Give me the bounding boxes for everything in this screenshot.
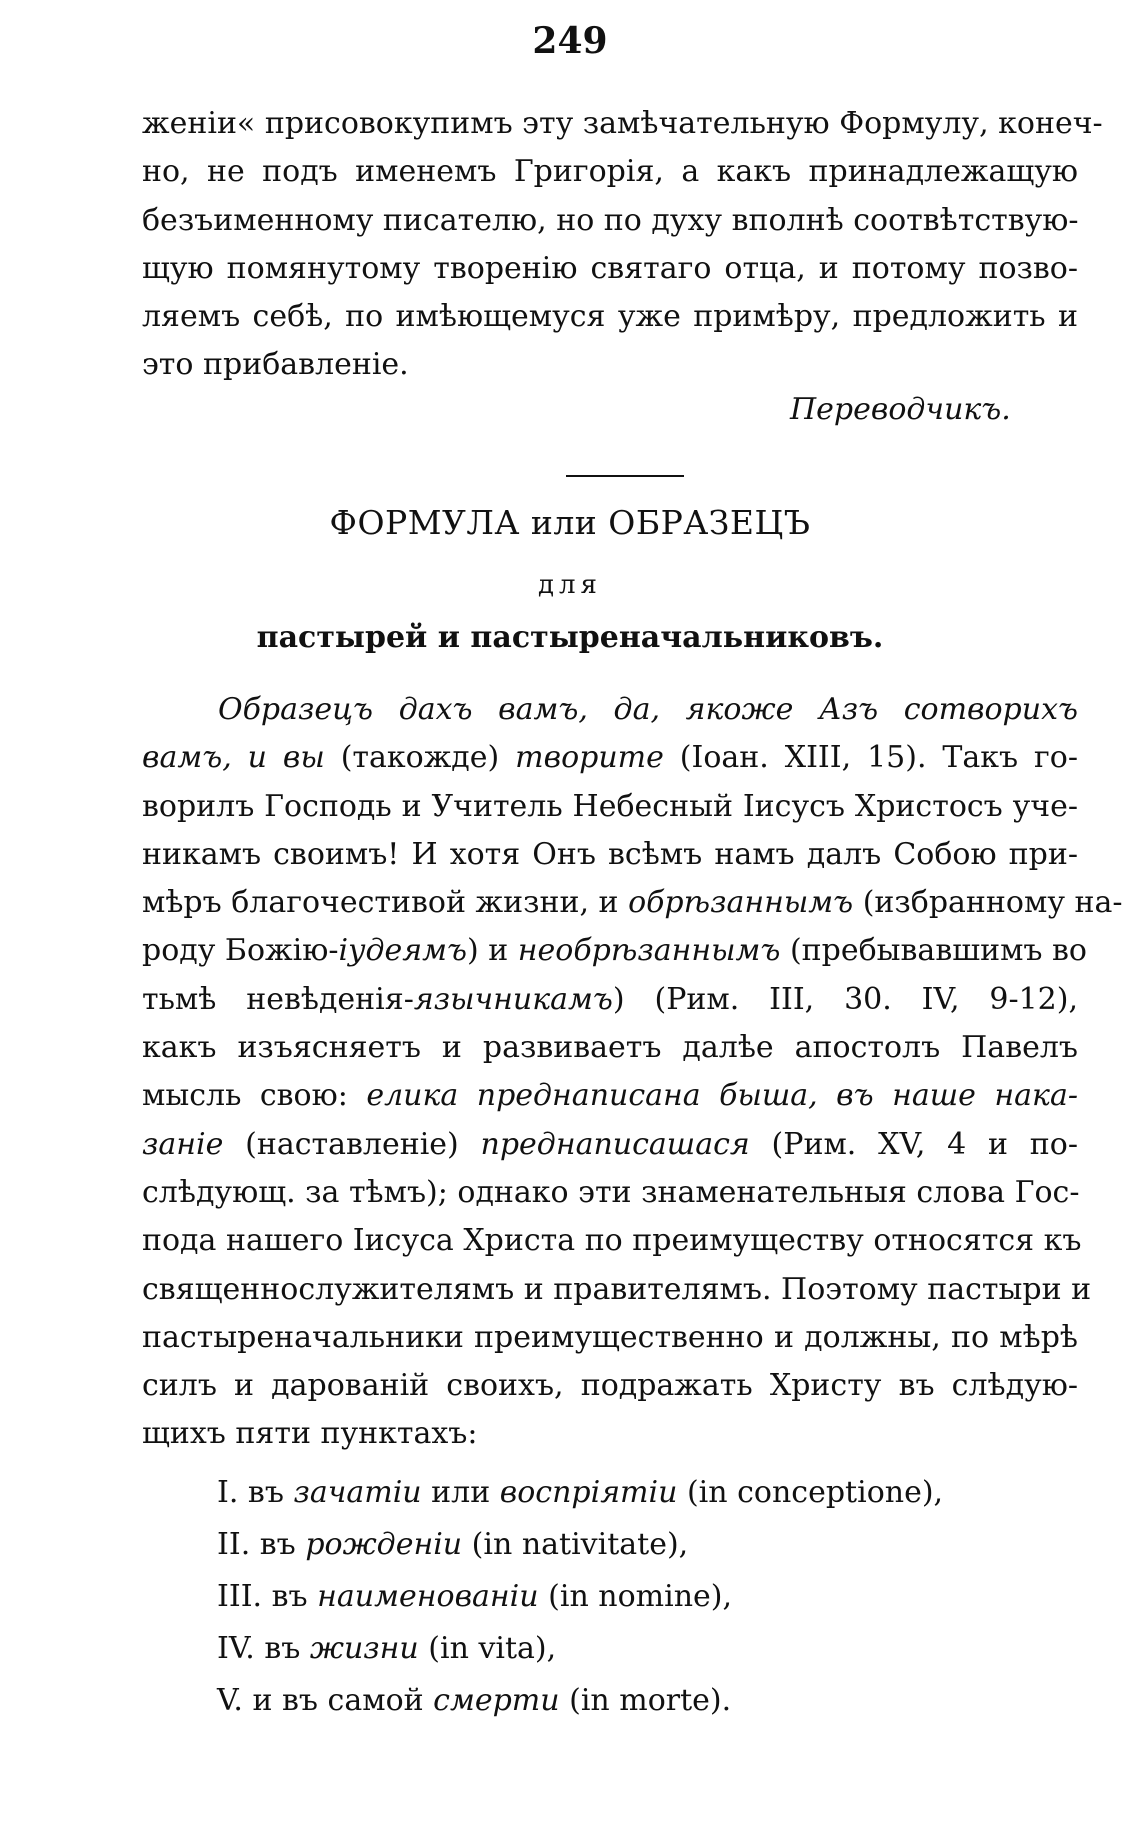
text-line: ворилъ Господь и Учитель Небесный Іисусъ Христосъ уче- (142, 788, 1078, 824)
text-line: это прибавленіе. (142, 347, 409, 383)
text-line: слѣдующ. за тѣмъ); однако эти знаменательныя слова Гос- (142, 1174, 1080, 1210)
italic-quote: вамъ, и вы (142, 740, 325, 776)
text-line: мысль свою: елика преднаписана быша, въ наше нака- (142, 1078, 1078, 1114)
italic-quote: заніе (142, 1126, 224, 1162)
list-item: I. въ зачатіи или воспріятіи (in conceptione), (217, 1475, 944, 1510)
page-number: 249 (532, 20, 608, 62)
italic-term: іудеямъ (338, 933, 467, 969)
text-line: силъ и дарованій своихъ, подражать Христу въ слѣдую- (142, 1368, 1078, 1404)
text-line: пастыреначальники преимущественно и должны, по мѣрѣ (142, 1319, 1078, 1355)
list-item: V. и въ самой смерти (in morte). (217, 1683, 732, 1718)
italic-quote: творите (515, 740, 664, 776)
list-item: IV. въ жизни (in vita), (217, 1631, 557, 1666)
intro-paragraph (142, 100, 1103, 390)
text-line: тьмѣ невѣденія-язычникамъ) (Рим. III, 30. IV, 9-12), (142, 981, 1078, 1017)
italic-quote: преднаписашася (480, 1126, 750, 1162)
text-line: пода нашего Іисуса Христа по преимуществу относятся къ (142, 1223, 1082, 1259)
main-paragraph (142, 686, 1123, 1459)
text-line: никамъ своимъ! И хотя Онъ всѣмъ намъ далъ Собою при- (142, 836, 1078, 872)
translator-signature: Переводчикъ. (790, 392, 1011, 427)
text-line: ляемъ себѣ, по имѣющемуся уже примѣру, предложить и (142, 299, 1078, 335)
text-line: щую помянутому творенію святаго отца, и потому позво- (142, 250, 1078, 286)
italic-term: язычникамъ (413, 981, 613, 1017)
text-line (142, 686, 1078, 734)
text-line: щихъ пяти пунктахъ: (142, 1416, 478, 1452)
section-divider (566, 475, 684, 477)
section-title-for: для (538, 570, 602, 600)
text-line: безъименному писателю, но по духу вполнѣ соотвѣтствую- (142, 202, 1079, 238)
text-line: заніе (наставленіе) преднаписашася (Рим. XV, 4 и по- (142, 1126, 1078, 1162)
points-list (217, 1467, 943, 1727)
section-title: ФОРМУЛА или ОБРАЗЕЦЪ (329, 503, 811, 542)
text-line: мѣръ благочестивой жизни, и обрѣзаннымъ (избранному на- (142, 885, 1123, 921)
list-item: III. въ наименованіи (in nomine), (217, 1579, 733, 1614)
text-line: священнослужителямъ и правителямъ. Поэтому пастыри и (142, 1271, 1092, 1307)
text-line: но, не подъ именемъ Григорія, а какъ принадлежащую (142, 154, 1078, 190)
section-subtitle: пастырей и пастыреначальниковъ. (256, 620, 884, 655)
list-item: II. въ рожденіи (in nativitate), (217, 1527, 689, 1562)
italic-term: необрѣзаннымъ (517, 933, 781, 969)
italic-quote: Образецъ дахъ вамъ, да, якоже Азъ сотворихъ (218, 692, 1078, 727)
text-line: роду Божію-іудеямъ) и необрѣзаннымъ (пребывавшимъ во (142, 933, 1087, 969)
text-line: вамъ, и вы (такожде) творите (Іоан. XIII, 15). Такъ го- (142, 740, 1078, 776)
italic-term: обрѣзаннымъ (628, 885, 854, 921)
text-line: какъ изъясняетъ и развиваетъ далѣе апостолъ Павелъ (142, 1030, 1078, 1066)
text-line: женіи« присовокупимъ эту замѣчательную Формулу, конеч- (142, 106, 1103, 141)
italic-quote: елика преднаписана быша, въ наше нака- (366, 1078, 1078, 1114)
